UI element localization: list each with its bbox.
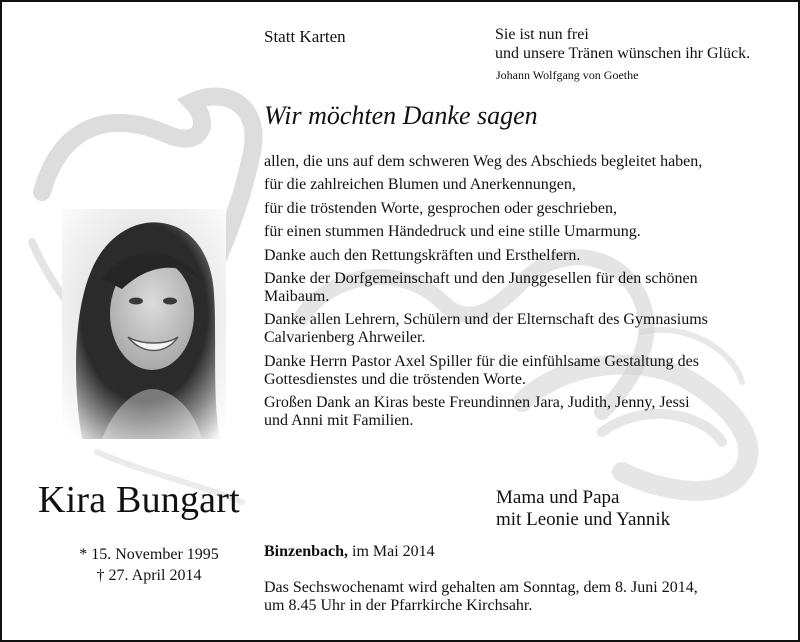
birth-date: * 15. November 1995 bbox=[79, 546, 219, 563]
family-signature bbox=[496, 487, 670, 531]
statt-karten-label: Statt Karten bbox=[264, 27, 346, 46]
thanks-paragraph: Danke allen Lehrern, Schülern und der Elternschaft des Gymnasiums Calvarienberg Ahrweiler. bbox=[264, 311, 708, 347]
quote-author: Johann Wolfgang von Goethe bbox=[496, 68, 639, 82]
thanks-paragraph: für einen stummen Händedruck und eine stille Umarmung. bbox=[264, 223, 641, 241]
thanks-paragraph: allen, die uns auf dem schweren Weg des Abschieds begleitet haben, bbox=[264, 153, 703, 170]
place-date: im Mai 2014 bbox=[352, 543, 435, 560]
page-title: Wir möchten Danke sagen bbox=[264, 101, 538, 130]
family-line-2: mit Leonie und Yannik bbox=[496, 509, 671, 530]
portrait-photo bbox=[62, 209, 226, 439]
place-and-date bbox=[264, 543, 435, 561]
thanks-paragraph: Großen Dank an Kiras beste Freundinnen Jara, Judith, Jenny, Jessi und Anni mit Familien. bbox=[264, 394, 690, 430]
thanks-paragraph: für die zahlreichen Blumen und Anerkennungen, bbox=[264, 176, 576, 194]
family-line-1: Mama und Papa bbox=[496, 487, 620, 508]
death-date: † 27. April 2014 bbox=[96, 567, 202, 584]
thanks-paragraph: für die tröstenden Worte, gesprochen oder geschrieben, bbox=[264, 199, 617, 217]
thanks-paragraph: Danke auch den Rettungskräften und Ersthelfern. bbox=[264, 246, 581, 264]
deceased-name: Kira Bungart bbox=[38, 479, 240, 521]
quote-line-2: und unsere Tränen wünschen ihr Glück. bbox=[495, 45, 751, 62]
service-note: Das Sechswochenamt wird gehalten am Sonntag, dem 8. Juni 2014, um 8.45 Uhr in der Pfarrkirche Kirchsahr. bbox=[264, 579, 698, 614]
quote-line-1: Sie ist nun frei bbox=[495, 26, 589, 43]
thanks-paragraph: Danke der Dorfgemeinschaft und den Junggesellen für den schönen Maibaum. bbox=[264, 269, 698, 305]
thanks-text bbox=[264, 153, 784, 436]
thanks-paragraph: Danke Herrn Pastor Axel Spiller für die einfühlsame Gestaltung des Gottesdienstes und die tröstenden Worte. bbox=[264, 352, 699, 388]
place-town: Binzenbach, bbox=[264, 543, 349, 560]
life-dates bbox=[38, 544, 260, 586]
